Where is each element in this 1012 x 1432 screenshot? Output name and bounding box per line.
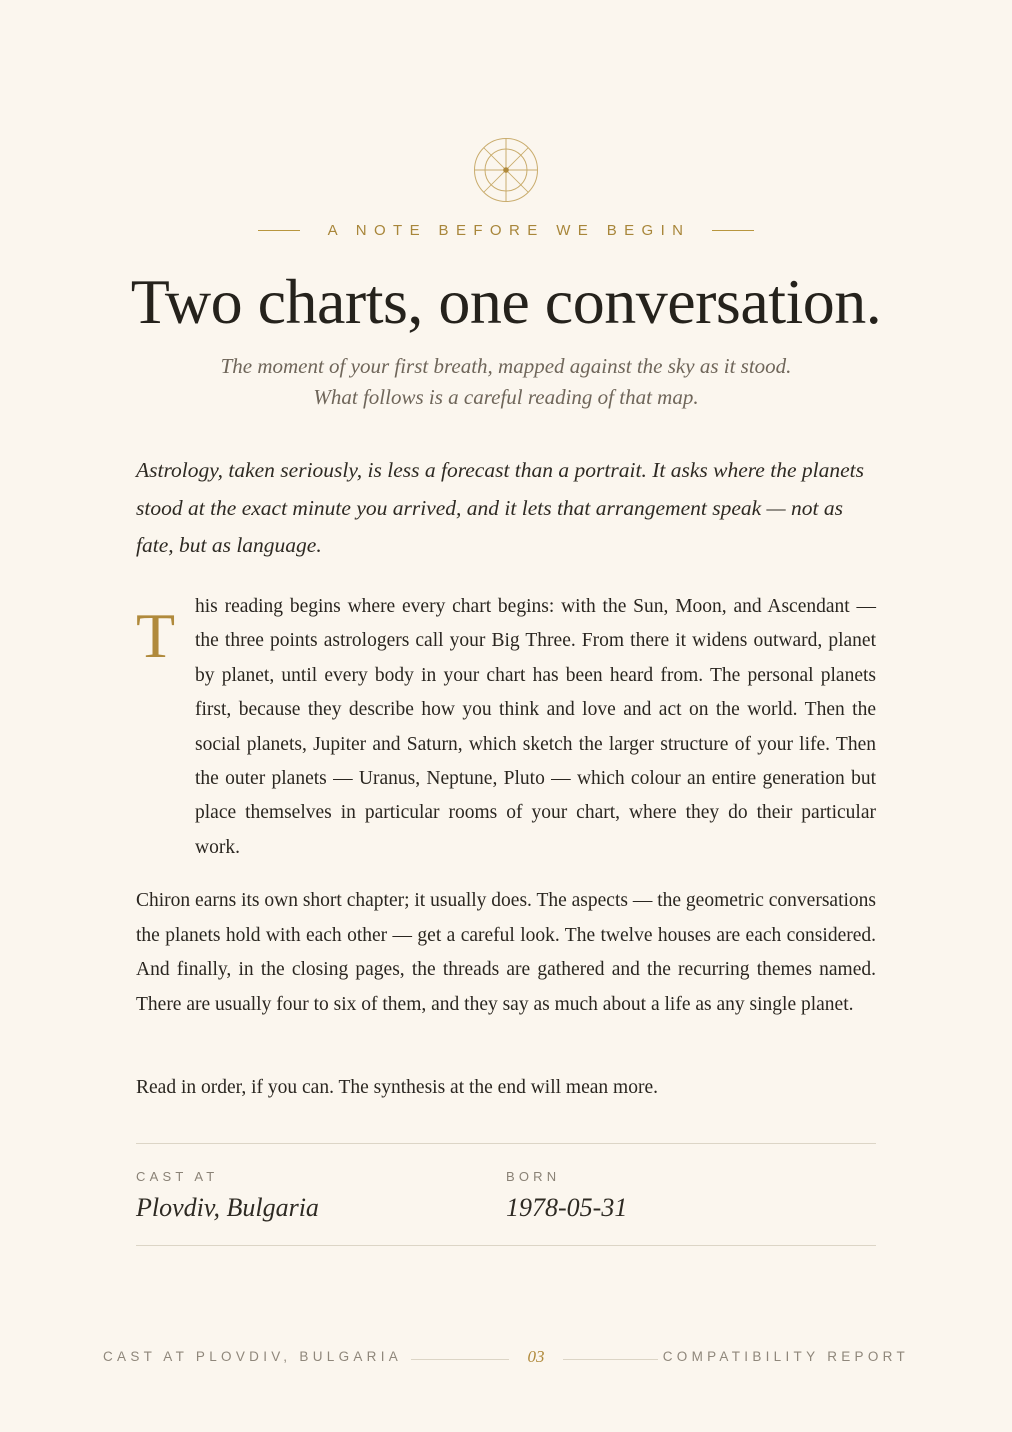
cast-at-detail [136, 1169, 319, 1224]
page-title: Two charts, one conversation. [130, 266, 882, 337]
intro-paragraph-block [136, 590, 876, 865]
eyebrow-text: A NOTE BEFORE WE BEGIN [327, 222, 691, 239]
eyebrow [0, 222, 1012, 239]
page-footer [103, 1349, 909, 1369]
footer-rule-right [563, 1359, 658, 1360]
body-paragraph-3: Read in order, if you can. The synthesis at the end will mean more. [136, 1077, 658, 1098]
footer-location: CAST AT PLOVDIV, BULGARIA [103, 1349, 403, 1364]
cast-at-value: Plovdiv, Bulgaria [136, 1193, 319, 1222]
page-number: 03 [527, 1347, 545, 1366]
born-value: 1978-05-31 [506, 1193, 628, 1222]
astrological-wheel-icon [473, 137, 539, 203]
chart-details [136, 1143, 876, 1246]
lede-paragraph: Astrology, taken seriously, is less a forecast than a portrait. It asks where the planets stood at the exact minute you arrived, and it lets that arrangement speak — not as fate, but as language. [136, 458, 864, 557]
eyebrow-rule-right [712, 230, 754, 231]
cast-at-label: CAST AT [136, 1169, 219, 1184]
footer-rule-left [411, 1359, 509, 1360]
drop-cap: T [136, 600, 176, 671]
born-detail [506, 1169, 627, 1224]
body-paragraph-2: Chiron earns its own short chapter; it usually does. The aspects — the geometric conversations the planets hold with each other — get a careful look. The twelve houses are each considered. And finally, in the closing pages, the threads are gathered and the recurring themes named. There are usually four to six of them, and they say as much about a life as any single planet. [136, 890, 876, 1015]
page-subtitle: The moment of your first breath, mapped against the sky as it stood. What follows is a careful reading of that map. [220, 354, 792, 409]
footer-report-name: COMPATIBILITY REPORT [662, 1349, 909, 1364]
eyebrow-rule-left [258, 230, 300, 231]
body-paragraph-1: his reading begins where every chart begins: with the Sun, Moon, and Ascendant — the three points astrologers call your Big Three. From there it widens outward, planet by planet, until every body in your chart has been heard from. The personal planets first, because they describe how you think and love and act on the world. Then the social planets, Jupiter and Saturn, which sketch the larger structure of your life. Then the outer planets — Uranus, Neptune, Pluto — which colour an entire generation but place themselves in particular rooms of your chart, where they do their particular work. [195, 596, 876, 858]
born-label: BORN [506, 1169, 561, 1184]
